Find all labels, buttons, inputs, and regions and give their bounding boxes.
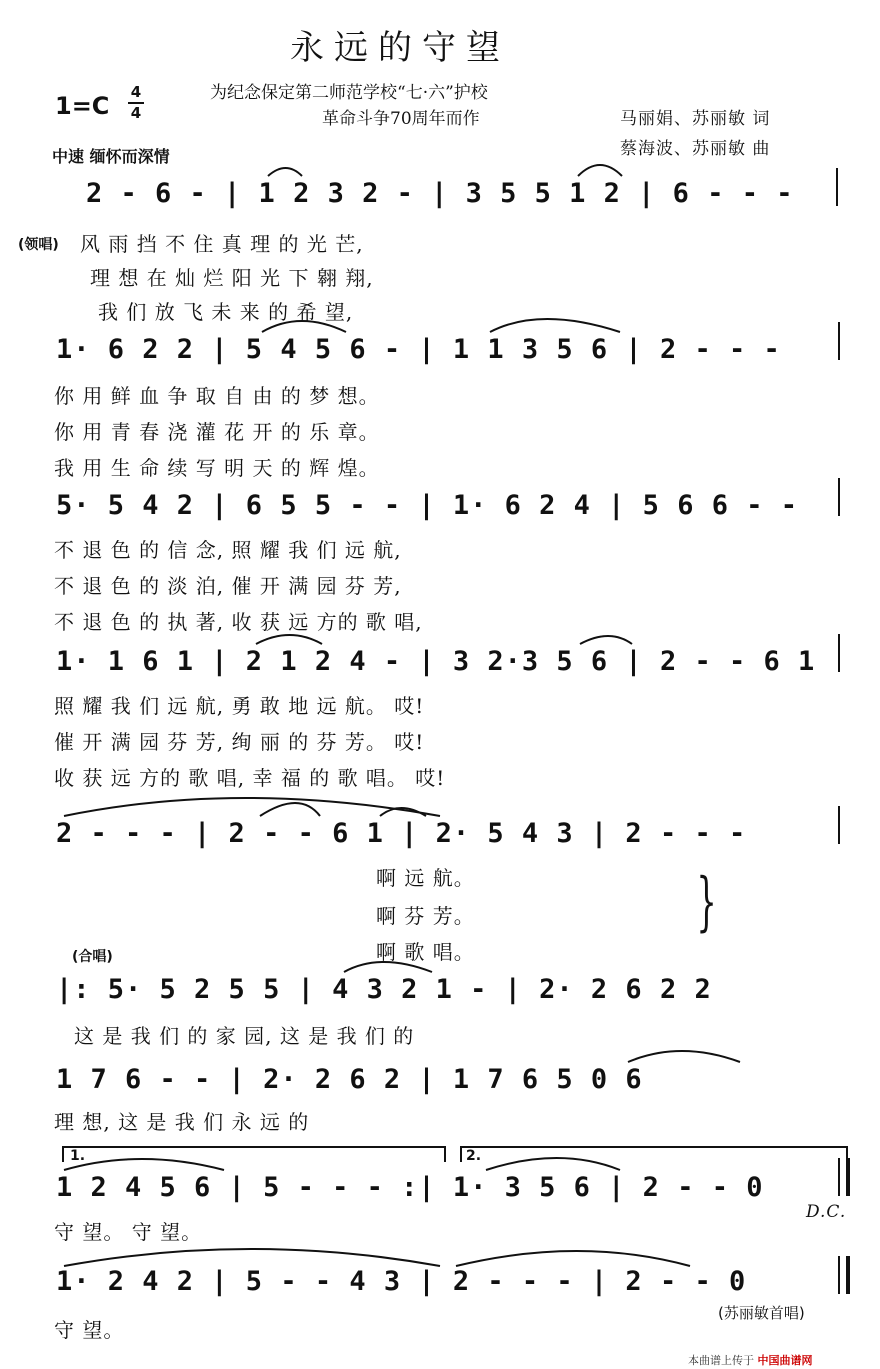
dc-marking: D.C. [806,1202,847,1222]
lyrics-row-2-verse-1: 你 用 鲜 血 争 取 自 由 的 梦 想。 [54,384,380,408]
notation-row-6: |: 5· 5 2 5 5 | 4 3 2 1 - | 2· 2 6 2 2 [56,974,712,1005]
chorus-label: (合唱) [72,949,113,965]
notation-row-1: 2 - 6 - | 1 2 3 2 - | 3 5 5 1 2 | 6 - - - [86,178,794,209]
lyrics-row-4-verse-3: 收 获 远 方的 歌 唱, 幸 福 的 歌 唱。 哎! [54,766,446,790]
lyrics-row-3-verse-3: 不 退 色 的 执 著, 收 获 远 方的 歌 唱, [54,610,423,634]
lyrics-row-5-verse-2: 啊 芬 芳。 [376,904,475,928]
first-ending-label: 1. [70,1148,86,1164]
time-signature-bottom: 4 [130,104,142,122]
lyrics-row-5-verse-3: 啊 歌 唱。 [376,940,475,964]
notation-row-9: 1· 2 4 2 | 5 - - 4 3 | 2 - - - | 2 - - 0 [56,1266,747,1297]
lyrics-row-2-verse-3: 我 用 生 命 续 写 明 天 的 辉 煌。 [54,456,380,480]
notation-row-3: 5· 5 4 2 | 6 5 5 - - | 1· 6 2 4 | 5 6 6 - - [56,490,798,521]
lyrics-row-4-verse-1: 照 耀 我 们 远 航, 勇 敢 地 远 航。 哎! [54,694,425,718]
tempo-marking: 中速 缅怀而深情 [52,147,170,166]
notation-row-8: 1 2 4 5 6 | 5 - - - :| 1· 3 5 6 | 2 - - 0 [56,1172,764,1203]
footer-site-logo: 中国曲谱网 [757,1354,813,1367]
notation-row-7: 1 7 6 - - | 2· 2 6 2 | 1 7 6 5 0 6 [56,1064,643,1095]
lyrics-row-4-verse-2: 催 开 满 园 芬 芳, 绚 丽 的 芬 芳。 哎! [54,730,425,754]
lyrics-row-8: 守 望。 守 望。 [54,1220,203,1244]
lyrics-row-6: 这 是 我 们 的 家 园, 这 是 我 们 的 [74,1024,415,1048]
subtitle-line-2: 革命斗争70周年而作 [322,109,480,129]
lyrics-row-3-verse-1: 不 退 色 的 信 念, 照 耀 我 们 远 航, [54,538,402,562]
notation-row-5: 2 - - - | 2 - - 6 1 | 2· 5 4 3 | 2 - - - [56,818,747,849]
footer-upload-note [688,1352,813,1368]
time-signature-top: 4 [130,83,142,101]
second-ending-label: 2. [466,1148,482,1164]
lead-vocal-label: (领唱) [18,237,59,253]
lyrics-row-1-verse-3: 我 们 放 飞 未 来 的 希 望, [98,300,354,324]
premiere-credit: (苏丽敏首唱) [718,1304,805,1322]
notation-row-2: 1· 6 2 2 | 5 4 5 6 - | 1 1 3 5 6 | 2 - - - [56,334,781,365]
page-title: 永远的守望 [290,28,510,68]
composer-credit: 蔡海波、苏丽敏 曲 [620,139,771,159]
lyrics-row-2-verse-2: 你 用 青 春 浇 灌 花 开 的 乐 章。 [54,420,380,444]
lyrics-row-1-verse-1: 风 雨 挡 不 住 真 理 的 光 芒, [80,232,364,256]
lyricist-credit: 马丽娟、苏丽敏 词 [620,109,771,129]
lyrics-row-9: 守 望。 [54,1318,125,1342]
lyrics-row-7: 理 想, 这 是 我 们 永 远 的 [54,1110,310,1134]
notation-row-4: 1· 1 6 1 | 2 1 2 4 - | 3 2·3 5 6 | 2 - - 6 1 [56,646,816,677]
key-signature: 1=C [55,92,110,120]
lyrics-row-3-verse-2: 不 退 色 的 淡 泊, 催 开 满 园 芬 芳, [54,574,402,598]
lyrics-row-5-verse-1: 啊 远 航。 [376,866,475,890]
lyrics-row-1-verse-2: 理 想 在 灿 烂 阳 光 下 翱 翔, [90,266,374,290]
footer-text: 本曲谱上传于 [688,1354,754,1367]
verse-brace: } [696,865,718,939]
subtitle-line-1: 为纪念保定第二师范学校“七·六”护校 [210,83,488,103]
